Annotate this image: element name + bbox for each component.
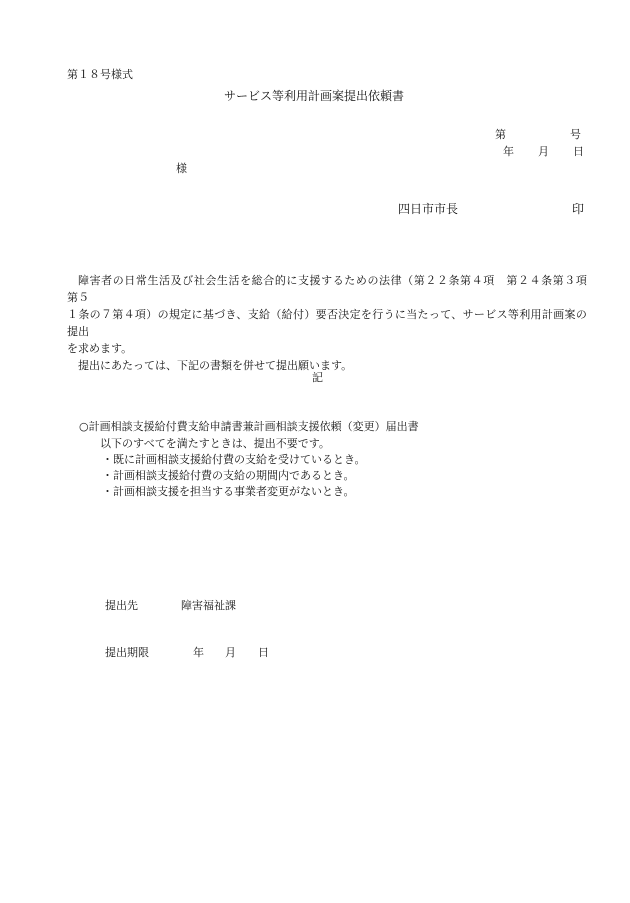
deadline-month-label: 月 [225, 646, 236, 659]
body-line-2: １条の７第４項）の規定に基づき、支給（給付）要否決定を行うに当たって、サービス等利用計画案の提出 [67, 308, 587, 338]
required-document-heading: ○計画相談支援給付費支給申請書兼計画相談支援依頼（変更）届出書 [79, 420, 419, 433]
date-day-label: 日 [573, 145, 584, 158]
exemption-condition: ・計画相談支援給付費の支給の期間内であるとき。 [102, 469, 355, 482]
seal-mark: 印 [572, 202, 585, 216]
date-month-label: 月 [538, 145, 549, 158]
addressee-honorific: 様 [176, 162, 187, 175]
submission-destination-value: 障害福祉課 [181, 599, 236, 612]
ki-heading: 記 [312, 371, 323, 384]
document-title: サービス等利用計画案提出依頼書 [224, 89, 405, 103]
exemption-condition: ・既に計画相談支援給付費の支給を受けているとき。 [102, 453, 366, 466]
deadline-day-label: 日 [258, 646, 269, 659]
body-paragraph-2: 提出にあたっては、下記の書類を併せて提出願います。 [78, 359, 353, 372]
document-number-prefix: 第 [495, 128, 506, 141]
deadline-label: 提出期限 [105, 646, 149, 659]
deadline-year-label: 年 [193, 646, 204, 659]
date-year-label: 年 [503, 145, 514, 158]
document-number-suffix: 号 [570, 128, 581, 141]
body-line-3: を求めます。 [67, 342, 133, 355]
request-body [67, 272, 599, 374]
issuer-name: 四日市市長 [398, 202, 459, 216]
body-line-1: 障害者の日常生活及び社会生活を総合的に支援するための法律（第２２条第４項 第２４条第３項 第５ [67, 274, 599, 304]
exemption-condition: ・計画相談支援を担当する事業者変更がないとき。 [102, 485, 355, 498]
exemption-note: 以下のすべてを満たすときは、提出不要です。 [100, 437, 330, 450]
form-number: 第１８号様式 [67, 68, 133, 81]
submission-destination-label: 提出先 [105, 599, 138, 612]
